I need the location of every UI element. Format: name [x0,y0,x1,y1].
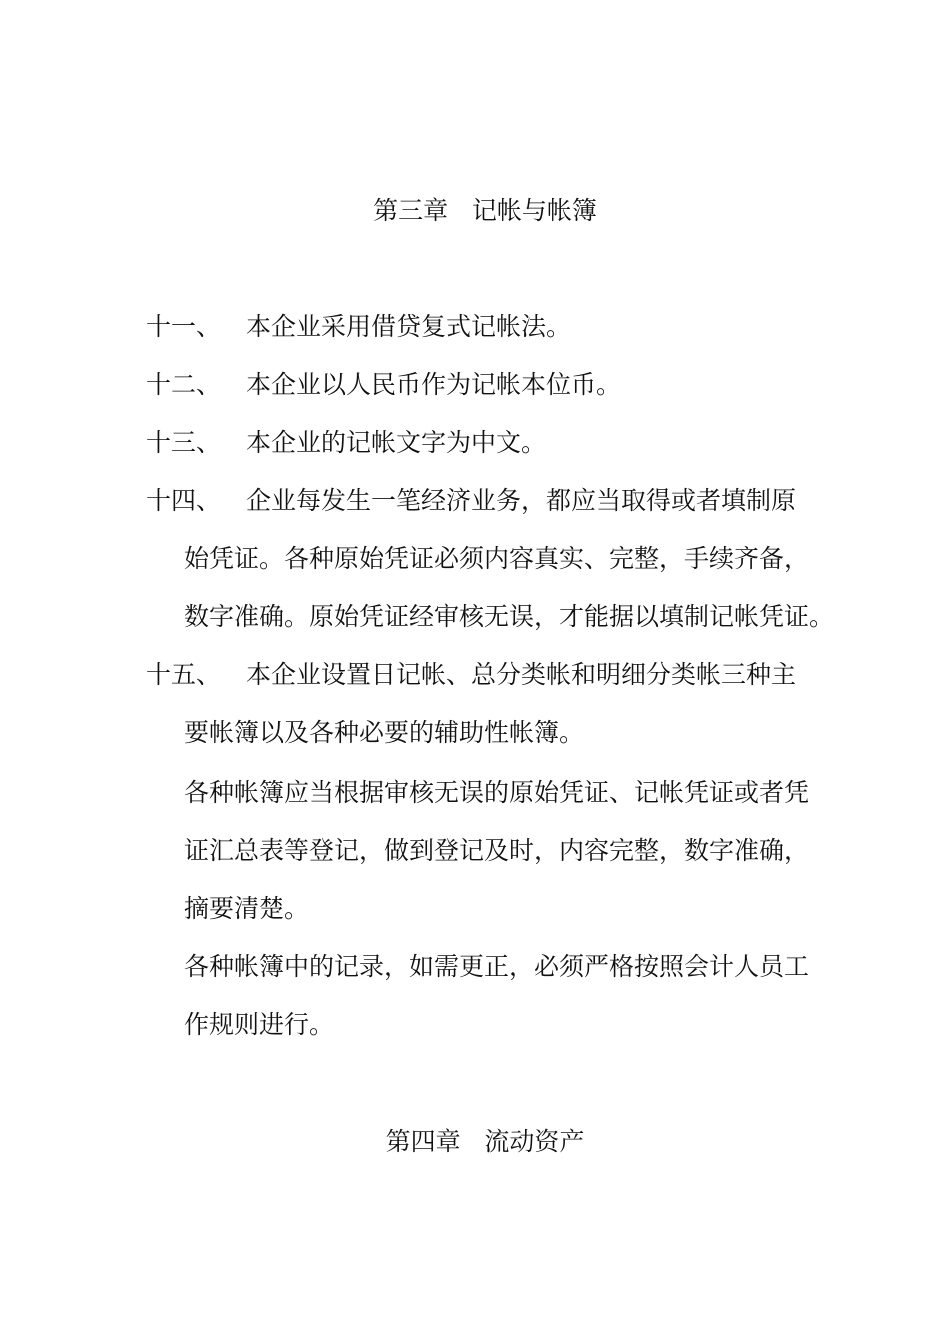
article-number: 十一、 [146,312,222,341]
article-text: 数字准确。原始凭证经审核无误，才能据以填制记帐凭证。 [184,602,835,631]
article-text: 企业每发生一笔经济业务，都应当取得或者填制原 [246,486,797,515]
article-number: 十二、 [146,370,222,399]
article-number: 十三、 [146,428,222,457]
chapter-3-title: 第三章 记帐与帐簿 [373,196,597,225]
article-text: 作规则进行。 [184,1010,335,1039]
article-text: 本企业采用借贷复式记帐法。 [246,312,572,341]
article-text: 本企业以人民币作为记帐本位币。 [246,370,622,399]
article-number: 十四、 [146,486,222,515]
article-text: 本企业设置日记帐、总分类帐和明细分类帐三种主 [246,660,797,689]
article-number: 十五、 [146,660,222,689]
article-text: 本企业的记帐文字为中文。 [246,428,547,457]
article-text: 各种帐簿应当根据审核无误的原始凭证、记帐凭证或者凭 [184,778,810,807]
chapter-4-title: 第四章 流动资产 [385,1127,585,1156]
article-text: 各种帐簿中的记录，如需更正，必须严格按照会计人员工 [184,952,810,981]
article-text: 摘要清楚。 [184,894,310,923]
article-text: 始凭证。各种原始凭证必须内容真实、完整，手续齐备， [184,544,810,573]
article-text: 证汇总表等登记，做到登记及时，内容完整，数字准确， [184,836,810,865]
article-text: 要帐簿以及各种必要的辅助性帐簿。 [184,718,585,747]
